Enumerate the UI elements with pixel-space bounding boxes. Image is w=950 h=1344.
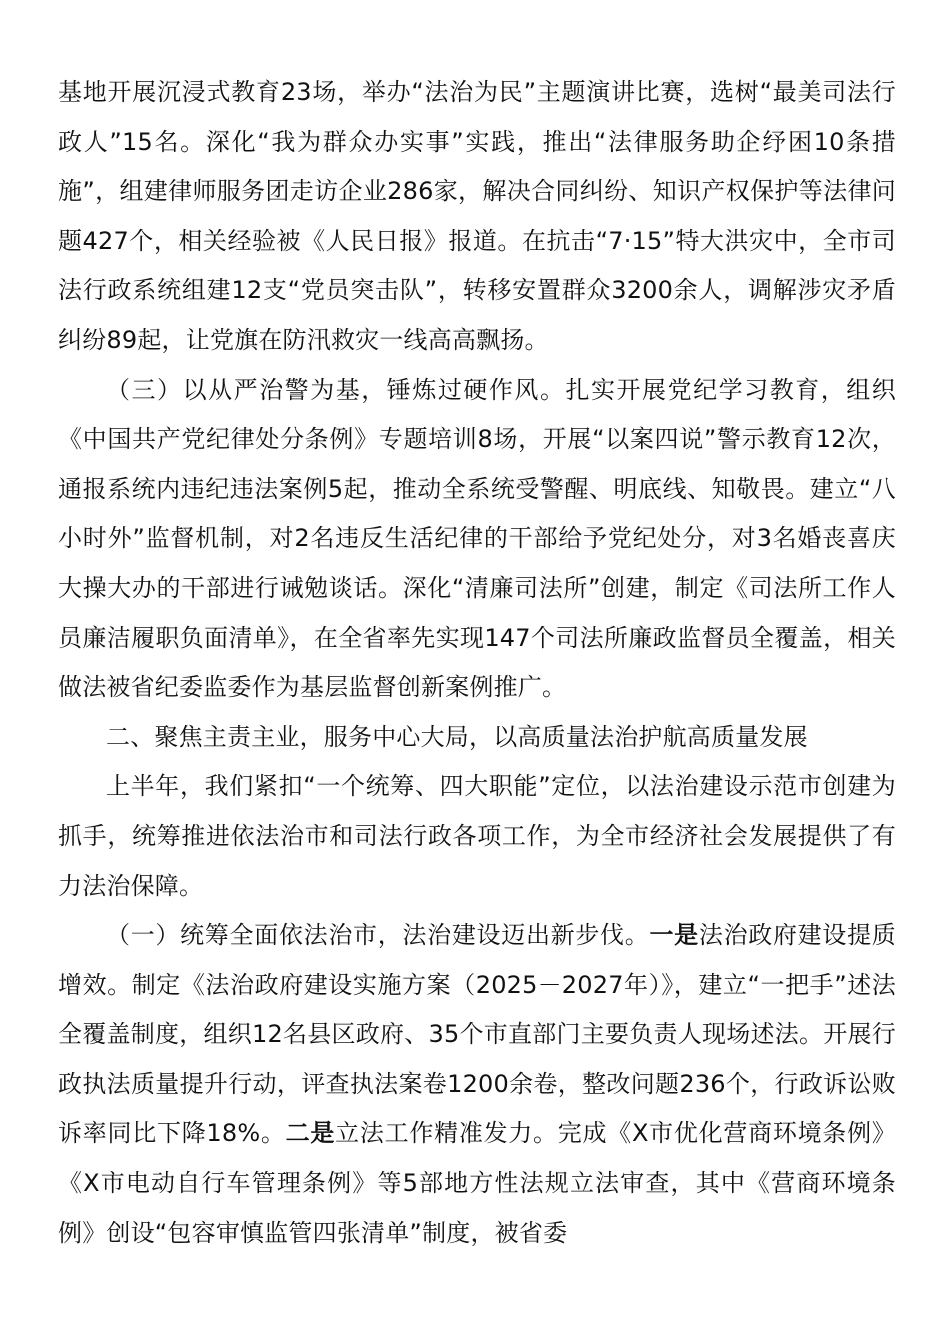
paragraph-first-half-summary: 上半年，我们紧扣“一个统筹、四大职能”定位，以法治建设示范市创建为抓手，统筹推进依法治市和司法行政各项工作，为全市经济社会发展提供了有力法治保障。 (58, 772, 896, 900)
first-point-label: 一是 (649, 921, 699, 950)
paragraph-party-building-practice: 基地开展沉浸式教育23场，举办“法治为民”主题演讲比赛，选树“最美司法行政人”15名。深化“我为群众办实事”实践，推出“法律服务助企纾困10条措施”，组建律师服务团走访企业286家，解决合同纠纷、知识产权保护等法律问题427个，相关经验被《人民日报》报道。在抗击“7·15”特大洪灾中，全市司法行政系统组建12支“党员突击队”，转移安置群众3200余人，调解涉灾矛盾纠纷89起，让党旗在防汛救灾一线高高飘扬。 (58, 78, 896, 354)
second-point-label: 二是 (285, 1119, 336, 1148)
paragraph-rule-of-law-city (58, 911, 896, 1258)
paragraph-strict-governance: （三）以从严治警为基，锤炼过硬作风。扎实开展党纪学习教育，组织《中国共产党纪律处分条例》专题培训8场，开展“以案四说”警示教育12次，通报系统内违纪违法案例5起，推动全系统受警醒、明底线、知敬畏。建立“八小时外”监督机制，对2名违反生活纪律的干部给予党纪处分，对3名婚丧喜庆大操大办的干部进行诫勉谈话。深化“清廉司法所”创建，制定《司法所工作人员廉洁履职负面清单》，在全省率先实现147个司法所廉政监督员全覆盖，相关做法被省纪委监委作为基层监督创新案例推广。 (58, 375, 896, 702)
paragraph-intro-text: （一）统筹全面依法治市，法治建设迈出新步伐。 (106, 921, 650, 950)
first-point-text: 法治政府建设提质增效。制定《法治政府建设实施方案（2025－2027年）》，建立“一把手”述法全覆盖制度，组织12名县区政府、35个市直部门主要负责人现场述法。开展行政执法质量提升行动，评查执法案卷1200余卷，整改问题236个，行政诉讼败诉率同比下降18%。 (58, 921, 896, 1148)
section-heading: 二、聚焦主责主业，服务中心大局，以高质量法治护航高质量发展 (106, 722, 808, 751)
second-point-text: 立法工作精准发力。完成《X市优化营商环境条例》《X市电动自行车管理条例》等5部地方性法规立法审查，其中《营商环境条例》创设“包容审慎监管四张清单”制度，被省委 (58, 1119, 897, 1247)
document-page (58, 68, 896, 1258)
